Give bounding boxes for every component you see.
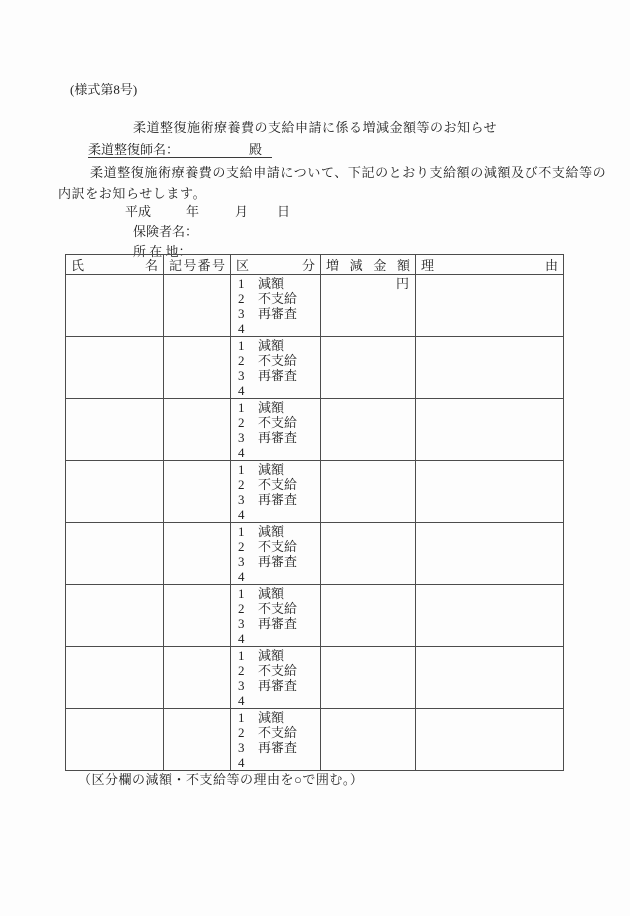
category-option-number: 3 [238,368,245,383]
table-row [66,275,564,337]
category-option [238,601,318,616]
category-option [238,710,318,725]
currency-unit [323,586,409,601]
reason-cell[interactable] [416,709,564,771]
category-option [238,462,318,477]
category-option [238,368,318,383]
category-option [238,353,318,368]
reason-cell[interactable] [416,461,564,523]
category-option-label: 再審査 [258,430,298,445]
table-body [66,275,564,771]
category-option [238,338,318,353]
category-cell[interactable] [231,523,321,585]
address-label: 所 在 地： [133,244,192,259]
category-option [238,569,318,584]
category-option-number: 3 [238,554,245,569]
category-option-number: 3 [238,678,245,693]
category-option-label: 再審査 [258,306,298,321]
category-option-label: 不支給 [258,601,298,616]
amount-cell[interactable] [321,461,416,523]
category-option-number: 4 [238,445,245,460]
currency-unit: 円 [395,276,409,291]
currency-unit [323,462,409,477]
category-option-label: 減額 [258,338,285,353]
category-option-number: 2 [238,725,245,740]
category-option-number: 3 [238,616,245,631]
practitioner-honorific: 殿 [248,142,262,157]
category-option-label: 再審査 [258,368,298,383]
amount-cell[interactable] [321,275,416,337]
symbol-number-cell[interactable] [164,709,231,771]
header-char: 金 [373,258,387,273]
table-row [66,461,564,523]
category-option [238,740,318,755]
body-paragraph-line-1: 柔道整復施術療養費の支給申請について、下記のとおり支給額の減額及び不支給等の [90,165,607,180]
category-option-number: 2 [238,663,245,678]
category-option [238,554,318,569]
table-row [66,399,564,461]
table-header-row [66,255,564,275]
category-option-label: 再審査 [258,740,298,755]
page-title: 柔道整復施術療養費の支給申請に係る増減金額等のお知らせ [132,120,498,135]
category-option-label: 不支給 [258,353,298,368]
form-number: (様式第8号) [70,82,138,97]
category-option-label: 減額 [258,586,285,601]
category-option-label: 再審査 [258,678,298,693]
reason-cell[interactable] [416,275,564,337]
table-row [66,647,564,709]
category-option [238,306,318,321]
category-option [238,663,318,678]
reason-cell[interactable] [416,647,564,709]
category-option [238,631,318,646]
symbol-number-cell[interactable] [164,523,231,585]
category-option-number: 1 [238,586,245,601]
category-option-number: 2 [238,415,245,430]
category-option [238,445,318,460]
category-option-number: 1 [238,462,245,477]
category-option-number: 4 [238,321,245,336]
category-option-number: 2 [238,539,245,554]
name-cell[interactable] [66,647,164,709]
column-header-category [231,255,321,275]
symbol-number-cell[interactable] [164,399,231,461]
name-cell[interactable] [66,461,164,523]
category-option-number: 4 [238,507,245,522]
category-option-label: 減額 [258,710,285,725]
category-cell[interactable] [231,337,321,399]
body-paragraph-line-2: 内訳をお知らせします。 [58,186,207,201]
category-option-label: 不支給 [258,725,298,740]
date-year-label: 年 [186,204,200,219]
date-day-label: 日 [277,204,291,219]
category-option [238,616,318,631]
reason-cell[interactable] [416,337,564,399]
amount-cell[interactable] [321,337,416,399]
amount-cell[interactable] [321,523,416,585]
category-option [238,725,318,740]
category-option-label: 再審査 [258,616,298,631]
category-option [238,415,318,430]
header-char: 氏 [71,258,85,273]
category-option-label: 減額 [258,276,285,291]
currency-unit [323,400,409,415]
date-line [125,201,290,220]
column-header-name [66,255,164,275]
category-option-number: 4 [238,755,245,770]
name-cell[interactable] [66,337,164,399]
name-cell[interactable] [66,399,164,461]
category-option-number: 4 [238,569,245,584]
header-char: 理 [421,258,435,273]
category-option [238,430,318,445]
category-option [238,539,318,554]
reason-cell[interactable] [416,399,564,461]
header-char: 号 [183,258,197,273]
header-char: 増 [326,258,340,273]
category-option [238,477,318,492]
category-option-label: 減額 [258,524,285,539]
category-option [238,507,318,522]
category-option-number: 1 [238,710,245,725]
category-option-number: 4 [238,631,245,646]
column-header-amount [321,255,416,275]
category-option-number: 4 [238,383,245,398]
symbol-number-cell[interactable] [164,647,231,709]
amount-cell[interactable] [321,709,416,771]
notification-table [65,254,564,771]
category-option-number: 1 [238,338,245,353]
insurer-name-label: 保険者名： [133,224,199,239]
column-header-reason [416,255,564,275]
category-option [238,383,318,398]
currency-unit [323,710,409,725]
category-option-number: 3 [238,740,245,755]
category-option-number: 1 [238,648,245,663]
category-option [238,524,318,539]
name-cell[interactable] [66,275,164,337]
category-option-label: 再審査 [258,492,298,507]
practitioner-name-line [88,139,272,158]
category-option-number: 2 [238,353,245,368]
table-row [66,337,564,399]
name-cell[interactable] [66,585,164,647]
currency-unit [323,648,409,663]
category-option-label: 減額 [258,648,285,663]
symbol-number-cell[interactable] [164,461,231,523]
name-cell[interactable] [66,523,164,585]
category-option-label: 不支給 [258,539,298,554]
category-option-number: 1 [238,276,245,291]
column-header-symbol-number [164,255,231,275]
table-row [66,709,564,771]
category-option-number: 3 [238,430,245,445]
category-cell[interactable] [231,399,321,461]
header-char: 区 [236,258,250,273]
category-option [238,492,318,507]
symbol-number-cell[interactable] [164,585,231,647]
category-option-number: 2 [238,291,245,306]
footer-note: （区分欄の減額・不支給等の理由を○で囲む。） [78,772,364,787]
header-char: 減 [349,258,363,273]
category-cell[interactable] [231,275,321,337]
header-char: 由 [544,258,558,273]
date-era-label: 平成 [125,204,152,219]
category-option [238,291,318,306]
category-cell[interactable] [231,585,321,647]
category-option-number: 3 [238,306,245,321]
amount-cell[interactable] [321,399,416,461]
reason-cell[interactable] [416,523,564,585]
category-option [238,400,318,415]
amount-cell[interactable] [321,647,416,709]
practitioner-name-label: 柔道整復師名： [88,142,180,157]
header-char: 号 [211,258,225,273]
category-cell[interactable] [231,709,321,771]
category-cell[interactable] [231,647,321,709]
category-option-number: 1 [238,524,245,539]
category-option [238,755,318,770]
category-option-label: 不支給 [258,663,298,678]
category-option-number: 2 [238,601,245,616]
date-month-label: 月 [235,204,249,219]
reason-cell[interactable] [416,585,564,647]
category-option-label: 減額 [258,400,285,415]
table-row [66,585,564,647]
symbol-number-cell[interactable] [164,337,231,399]
header-char: 記 [169,258,183,273]
category-option-label: 不支給 [258,291,298,306]
symbol-number-cell[interactable] [164,275,231,337]
currency-unit [323,524,409,539]
header-char: 番 [197,258,211,273]
name-cell[interactable] [66,709,164,771]
category-option-number: 1 [238,400,245,415]
category-option-label: 不支給 [258,477,298,492]
header-char: 名 [144,258,158,273]
table-row [66,523,564,585]
header-char: 額 [396,258,410,273]
header-char: 分 [301,258,315,273]
category-option-label: 不支給 [258,415,298,430]
category-option-label: 減額 [258,462,285,477]
currency-unit [323,338,409,353]
category-option [238,321,318,336]
category-option-number: 4 [238,693,245,708]
category-option [238,586,318,601]
category-option [238,678,318,693]
category-option-number: 2 [238,477,245,492]
category-option [238,648,318,663]
category-option [238,276,318,291]
category-option [238,693,318,708]
category-cell[interactable] [231,461,321,523]
amount-cell[interactable] [321,585,416,647]
category-option-label: 再審査 [258,554,298,569]
category-option-number: 3 [238,492,245,507]
